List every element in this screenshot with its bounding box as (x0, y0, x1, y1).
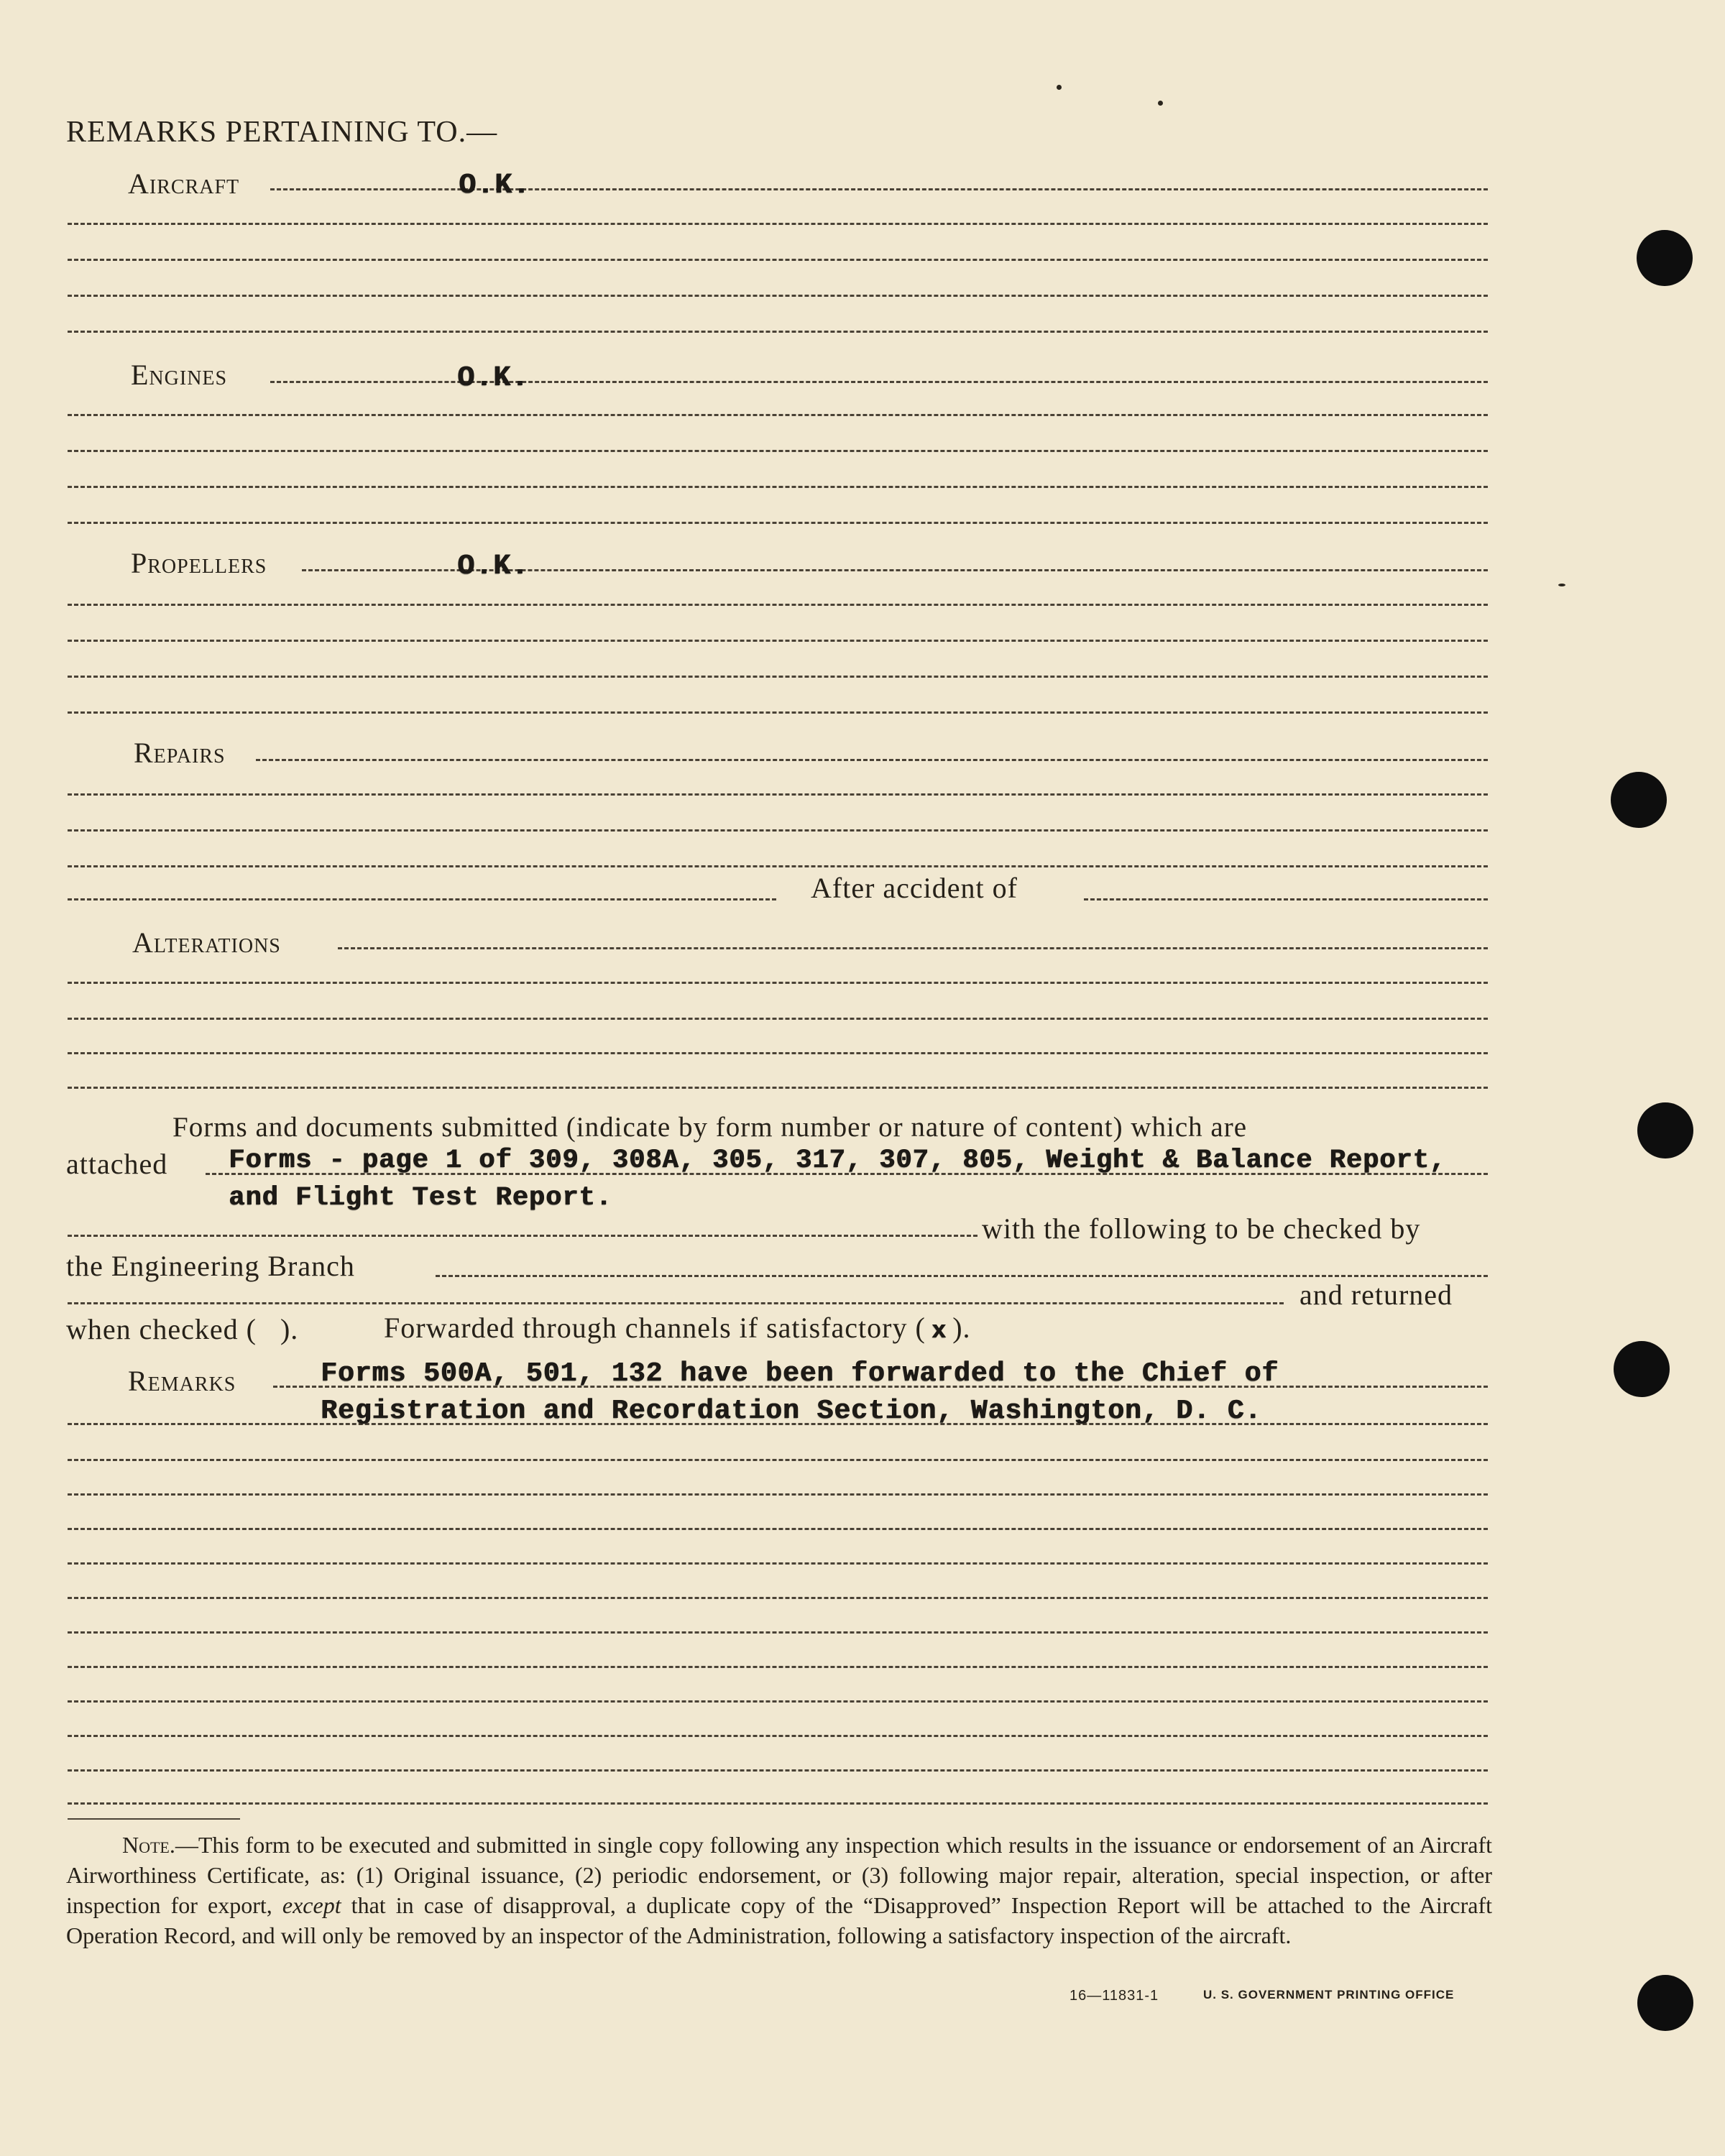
form-code: 16—11831-1 (1070, 1988, 1159, 2004)
alterations-label: Alterations (132, 926, 281, 959)
repairs-line-3 (68, 829, 1488, 831)
forwarded-text (384, 1311, 971, 1345)
engines-line (270, 381, 1488, 383)
remarks-label: Remarks (128, 1365, 236, 1397)
attached-value-line1: Forms - page 1 of 309, 308A, 305, 317, 307, 805, Weight & Balance Report, (229, 1146, 1446, 1176)
repairs-label: Repairs (134, 737, 226, 769)
engineering-branch-line (436, 1275, 1488, 1277)
propellers-line-3 (68, 640, 1488, 642)
aircraft-line-2 (68, 223, 1488, 225)
alterations-line-5 (68, 1087, 1488, 1089)
ink-speck (1558, 584, 1565, 586)
propellers-label: Propellers (131, 547, 267, 579)
alterations-line-4 (68, 1052, 1488, 1054)
aircraft-label: Aircraft (128, 167, 240, 200)
note-text: —This form to be executed and submitted in single copy following any inspection which results in the issuance or endorsement of an Aircraft Airworthiness Certificate, as: (1) Original issuance, (2) periodic endorsement, or (3) following major repair, alteration, special inspection, or after inspection for export, (66, 1832, 1492, 1918)
remarks-value-line1: Forms 500A, 501, 132 have been forwarded to the Chief of (321, 1358, 1279, 1389)
engines-label: Engines (131, 359, 228, 391)
repairs-line-5 (68, 898, 776, 900)
propellers-line-2 (68, 604, 1488, 606)
note-text-2: that in case of disapproval, a duplicate copy of the “Disapproved” Inspection Report will be attached to the Aircraft Operation Record, and will only be removed by an inspector of the Administration, following a satisfactory inspection of the aircraft. (66, 1892, 1493, 1948)
aircraft-line (270, 188, 1488, 190)
checked-by-text: with the following to be checked by (982, 1212, 1421, 1245)
when-checked-text: when checked ( ). (66, 1313, 299, 1345)
engines-line-2 (68, 414, 1488, 416)
engines-line-5 (68, 522, 1488, 524)
remarks-line-4 (68, 1493, 1488, 1496)
note-separator (68, 1818, 240, 1820)
engineering-branch-text: the Engineering Branch (66, 1250, 355, 1282)
remarks-line-5 (68, 1528, 1488, 1530)
note-except: except (282, 1892, 341, 1918)
remarks-line-12 (68, 1769, 1488, 1772)
propellers-line-4 (68, 676, 1488, 678)
aircraft-line-5 (68, 331, 1488, 333)
footnote (66, 1830, 1492, 1950)
remarks-line-6 (68, 1562, 1488, 1565)
attached-value-line2: and Flight Test Report. (229, 1183, 612, 1213)
printer-credit: U. S. GOVERNMENT PRINTING OFFICE (1203, 1988, 1455, 2001)
remarks-line-11 (68, 1735, 1488, 1737)
aircraft-line-4 (68, 295, 1488, 297)
ink-speck (1158, 101, 1163, 106)
after-accident-line (1084, 898, 1488, 900)
aircraft-value: O.K. (459, 170, 531, 202)
attached-line-2 (68, 1235, 978, 1237)
repairs-line-4 (68, 865, 1488, 867)
forms-documents-text: Forms and documents submitted (indicate by form number or nature of content) which are (172, 1112, 1248, 1143)
alterations-line (338, 947, 1488, 949)
punch-hole-2 (1611, 772, 1667, 828)
forwarded-label: Forwarded through channels if satisfactory ( (384, 1312, 926, 1344)
punch-hole-3 (1637, 1102, 1693, 1158)
forwarded-close: ). (952, 1312, 971, 1344)
ink-speck (1057, 85, 1062, 90)
remarks-line-7 (68, 1597, 1488, 1599)
alterations-line-2 (68, 982, 1488, 984)
remarks-line-8 (68, 1631, 1488, 1634)
propellers-line-5 (68, 711, 1488, 714)
remarks-line-3 (68, 1459, 1488, 1461)
repairs-line (256, 759, 1488, 761)
punch-hole-5 (1637, 1975, 1693, 2031)
engines-line-3 (68, 450, 1488, 452)
aircraft-line-3 (68, 259, 1488, 261)
engines-line-4 (68, 486, 1488, 488)
remarks-line-13 (68, 1802, 1488, 1805)
remarks-value-line2: Registration and Recordation Section, Washington, D. C. (321, 1396, 1262, 1427)
after-accident-label: After accident of (811, 872, 1018, 904)
attached-label: attached (66, 1148, 168, 1180)
forwarded-mark: x (931, 1318, 947, 1345)
engines-value: O.K. (457, 362, 530, 395)
alterations-line-3 (68, 1018, 1488, 1020)
punch-hole-4 (1614, 1341, 1670, 1397)
remarks-line-9 (68, 1666, 1488, 1668)
remarks-line-10 (68, 1700, 1488, 1703)
repairs-line-2 (68, 793, 1488, 796)
note-heading: Note. (122, 1832, 175, 1858)
and-returned-text: and returned (1300, 1279, 1453, 1311)
punch-hole-1 (1637, 230, 1693, 286)
form-heading: REMARKS PERTAINING TO.— (66, 116, 498, 149)
propellers-value: O.K. (457, 550, 530, 583)
returned-line (68, 1302, 1284, 1304)
